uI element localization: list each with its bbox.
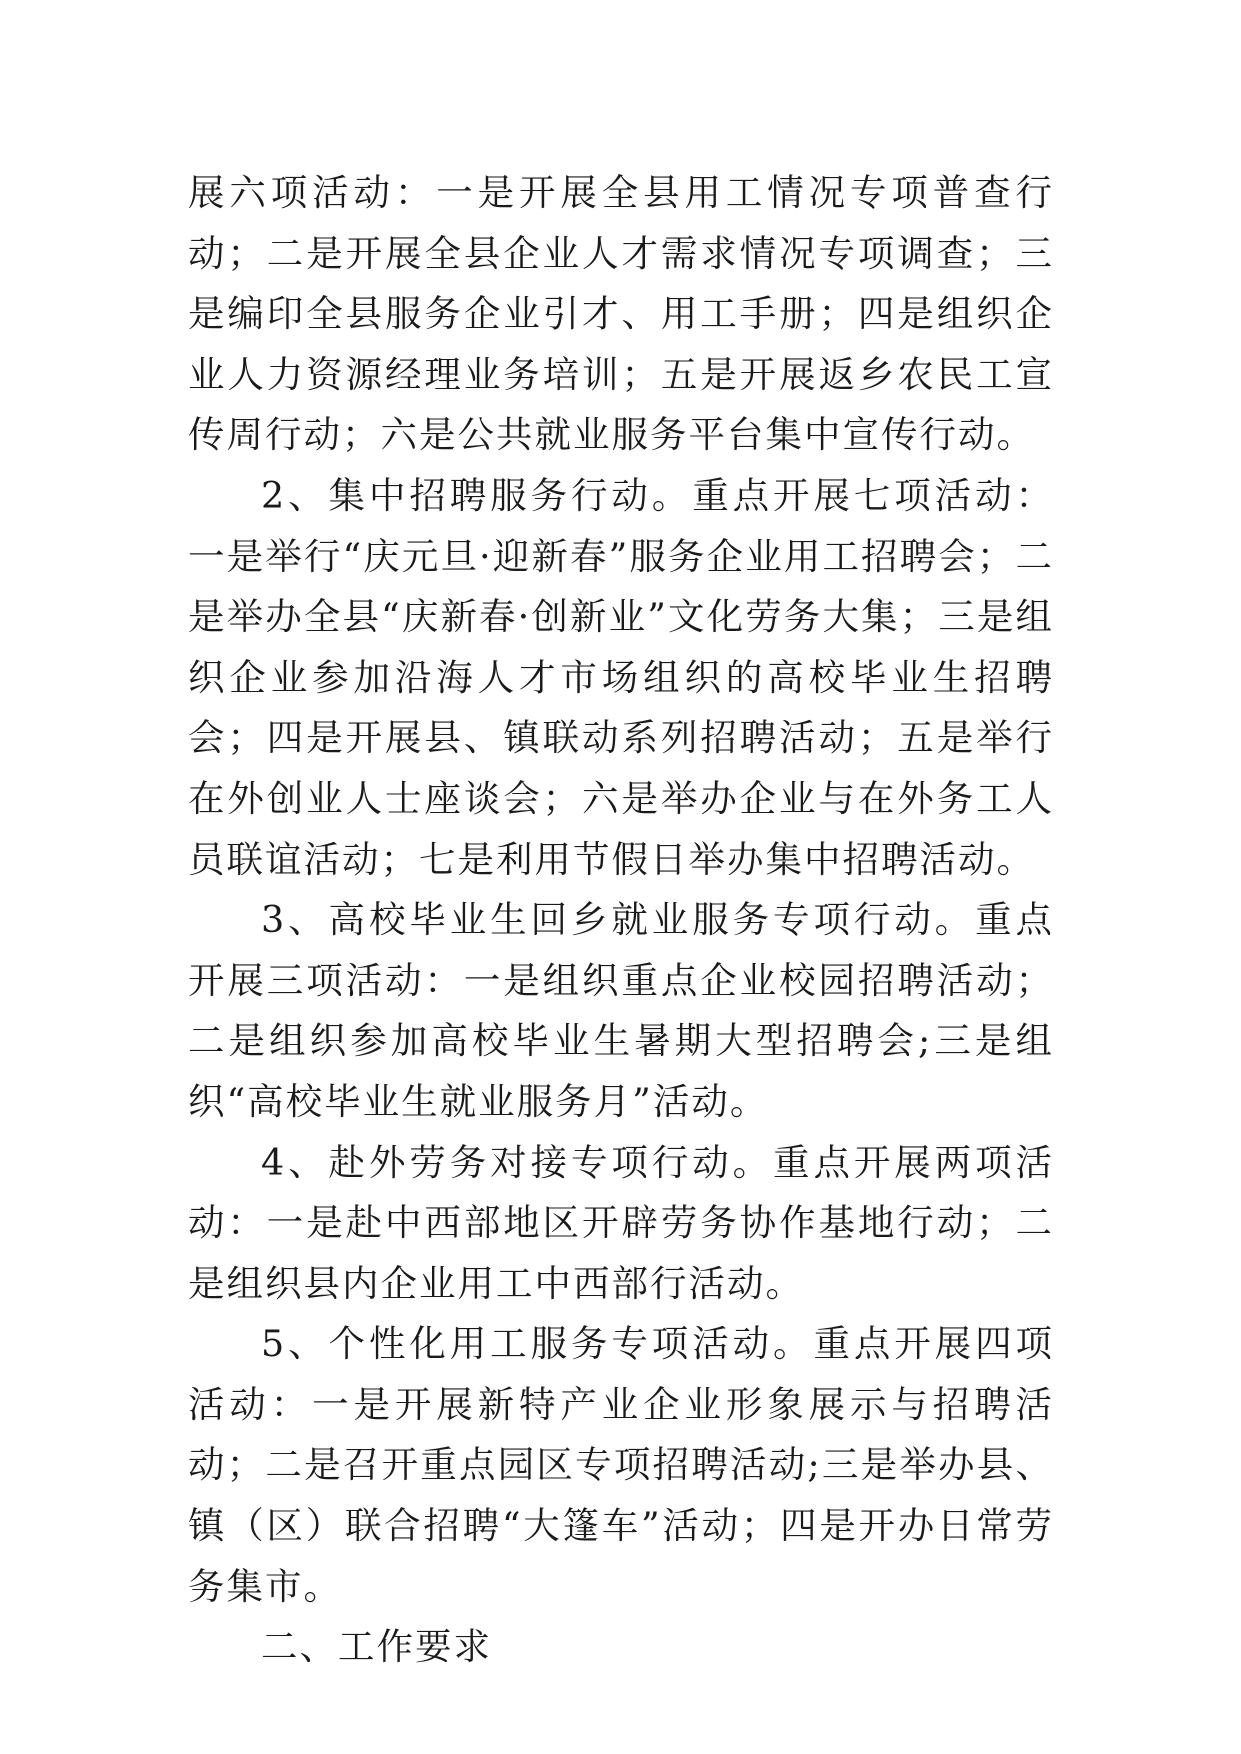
paragraph-item-2: 2、集中招聘服务行动。重点开展七项活动：一是举行“庆元旦·迎新春”服务企业用工招聘会；二是举办全县“庆新春·创新业”文化劳务大集；三是组织企业参加沿海人才市场组织的高校毕业生招聘会；四是开展县、镇联动系列招聘活动；五是举行在外创业人士座谈会；六是举办企业与在外务工人员联谊活动；七是利用节假日举办集中招聘活动。 [188,473,1054,881]
document-body [188,163,1054,1678]
paragraph-item-5: 5、个性化用工服务专项活动。重点开展四项活动：一是开展新特产业企业形象展示与招聘活动；二是召开重点园区专项招聘活动;三是举办县、镇（区）联合招聘“大篷车”活动；四是开办日常劳务集市。 [188,1322,1054,1608]
paragraph-item-3: 3、高校毕业生回乡就业服务专项行动。重点开展三项活动：一是组织重点企业校园招聘活动；二是组织参加高校毕业生暑期大型招聘会;三是组织“高校毕业生就业服务月”活动。 [188,898,1054,1123]
paragraph-item-4: 4、赴外劳务对接专项行动。重点开展两项活动：一是赴中西部地区开辟劳务协作基地行动；二是组织县内企业用工中西部行活动。 [188,1140,1054,1305]
paragraph-continued: 展六项活动：一是开展全县用工情况专项普查行动；二是开展全县企业人才需求情况专项调查；三是编印全县服务企业引才、用工手册；四是组织企业人力资源经理业务培训；五是开展返乡农民工宣传周行动；六是公共就业服务平台集中宣传行动。 [188,171,1054,457]
section-heading: 二、工作要求 [261,1625,492,1669]
